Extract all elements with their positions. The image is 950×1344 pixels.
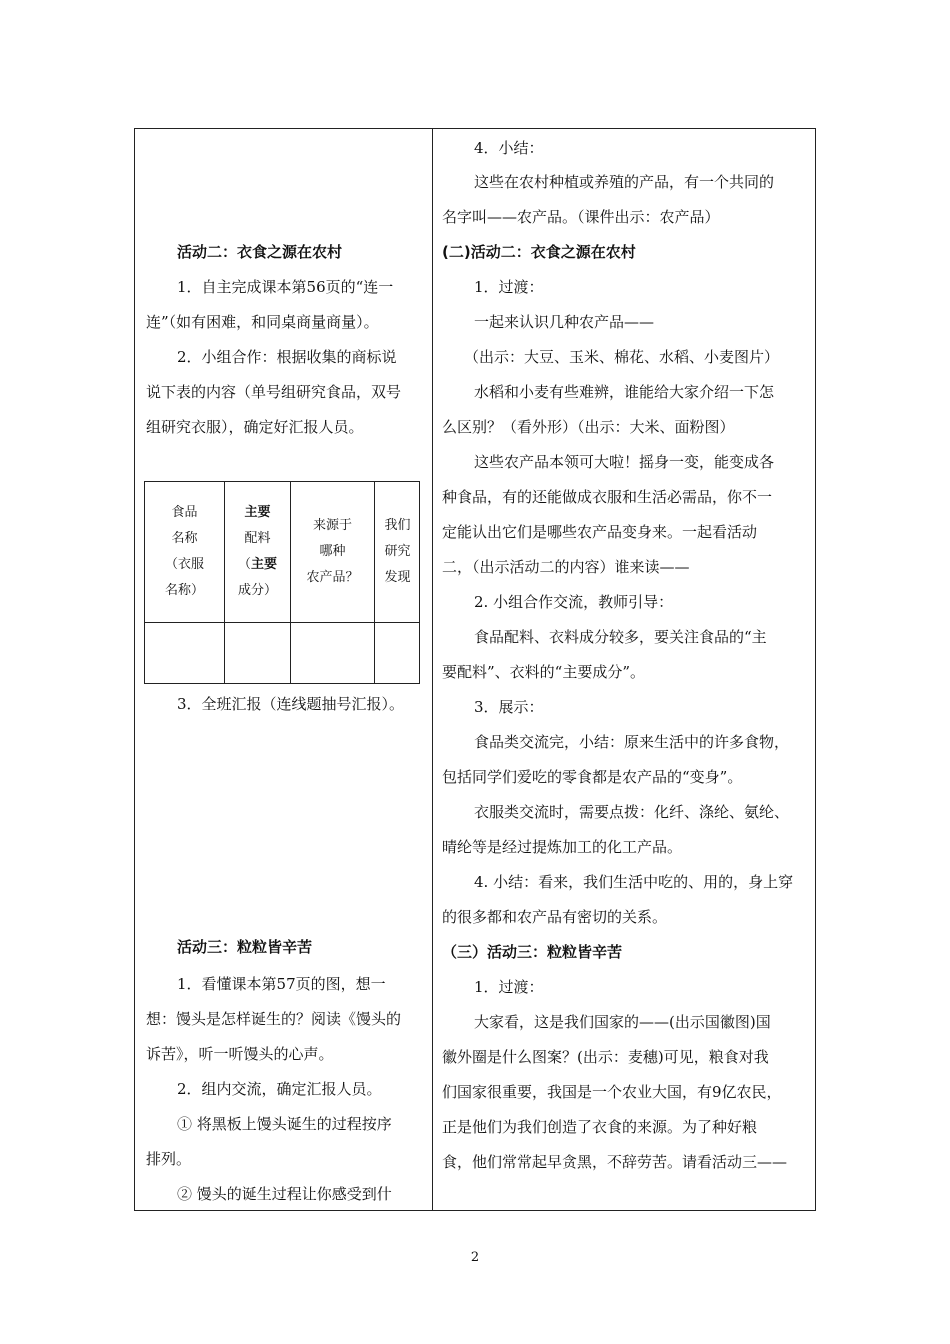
header-source-product: 来源于 哪种 农产品？ — [306, 518, 359, 585]
text-line: 2. 小组合作交流，教师引导： — [474, 593, 674, 611]
text-line: 想：馒头是怎样诞生的？阅读《馒头的 — [146, 1010, 402, 1028]
text-line: 说下表的内容（单号组研究食品，双号 — [146, 383, 402, 401]
table-row-divider — [145, 622, 419, 623]
text-line: 排列。 — [146, 1150, 192, 1168]
research-table — [144, 481, 420, 684]
text-line: 一起来认识几种农产品—— — [474, 313, 655, 331]
text-line: 这些在农村种植或养殖的产品，有一个共同的 — [474, 173, 775, 191]
text-line: 种食品，有的还能做成衣服和生活必需品，你不一 — [442, 488, 773, 506]
text-line: 晴纶等是经过提炼加工的化工产品。 — [442, 838, 683, 856]
text-line: 的很多都和农产品有密切的关系。 — [442, 908, 668, 926]
student-activity-column — [135, 129, 432, 1210]
header-food-name: 食品 名称 （衣服 名称） — [164, 505, 204, 598]
text-line: （出示：大豆、玉米、棉花、水稻、小麦图片） — [464, 348, 780, 366]
text-line: 4．小结： — [474, 139, 544, 157]
teacher-guidance-column — [433, 129, 815, 1210]
text-line: 这些农产品本领可大啦！摇身一变，能变成各 — [474, 453, 775, 471]
text-line: 4. 小结：看来，我们生活中吃的、用的，身上穿 — [474, 873, 794, 891]
activity3-title: 活动三：粒粒皆辛苦 — [177, 938, 313, 956]
text-line: 连”（如有困难，和同桌商量商量）。 — [146, 313, 379, 331]
text-line: ① 将黑板上馒头诞生的过程按序 — [177, 1115, 392, 1133]
text-line: 1．看懂课本第57页的图，想一 — [177, 975, 386, 993]
text-line: 组研究衣服），确定好汇报人员。 — [146, 418, 364, 436]
header-our-findings: 我们 研究 发现 — [384, 518, 411, 585]
text-line: 1．过渡： — [474, 278, 544, 296]
text-line: 定能认出它们是哪些农产品变身来。一起看活动 — [442, 523, 758, 541]
text-line: 水稻和小麦有些难辨，谁能给大家介绍一下怎 — [474, 383, 775, 401]
text-line: 3．全班汇报（连线题抽号汇报）。 — [177, 695, 405, 713]
text-line: 徽外圈是什么图案？(出示：麦穗)可见，粮食对我 — [442, 1048, 769, 1066]
text-line: 正是他们为我们创造了衣食的来源。为了种好粮 — [442, 1118, 758, 1136]
text-line: 们国家很重要，我国是一个农业大国，有9亿农民， — [442, 1083, 782, 1101]
activity2-title: 活动二：衣食之源在农村 — [177, 243, 343, 261]
lesson-plan-table — [134, 128, 816, 1211]
text-line: 食品配料、衣料成分较多，要关注食品的“主 — [474, 628, 767, 646]
section-heading: （三）活动三：粒粒皆辛苦 — [442, 943, 623, 961]
text-line: 么区别？（看外形）（出示：大米、面粉图） — [442, 418, 735, 436]
page-number: 2 — [470, 1250, 480, 1265]
text-line: 1．过渡： — [474, 978, 544, 996]
text-line: 诉苦》，听一听馒头的心声。 — [146, 1045, 334, 1063]
text-line: 衣服类交流时，需要点拨：化纤、涤纶、氨纶、 — [474, 803, 790, 821]
text-line: 二，（出示活动二的内容）谁来读—— — [442, 558, 690, 576]
text-line: ② 馒头的诞生过程让你感受到什 — [177, 1185, 392, 1203]
text-line: 要配料”、衣料的“主要成分”。 — [442, 663, 646, 681]
header-main-ingredients: 主要 配料 （主要 成分） — [237, 505, 278, 598]
text-line: 2．小组合作：根据收集的商标说 — [177, 348, 397, 366]
text-line: 3．展示： — [474, 698, 544, 716]
text-line: 食品类交流完，小结：原来生活中的许多食物， — [474, 733, 790, 751]
text-line: 食，他们常常起早贪黑，不辞劳苦。请看活动三—— — [442, 1153, 788, 1171]
text-line: 1．自主完成课本第56页的“连一 — [177, 278, 394, 296]
section-heading: (二)活动二：衣食之源在农村 — [442, 243, 636, 261]
text-line: 2．组内交流，确定汇报人员。 — [177, 1080, 382, 1098]
text-line: 名字叫——农产品。（课件出示：农产品） — [442, 208, 720, 226]
text-line: 大家看，这是我们国家的——(出示国徽图)国 — [474, 1013, 771, 1031]
text-line: 包括同学们爱吃的零食都是农产品的“变身”。 — [442, 768, 743, 786]
